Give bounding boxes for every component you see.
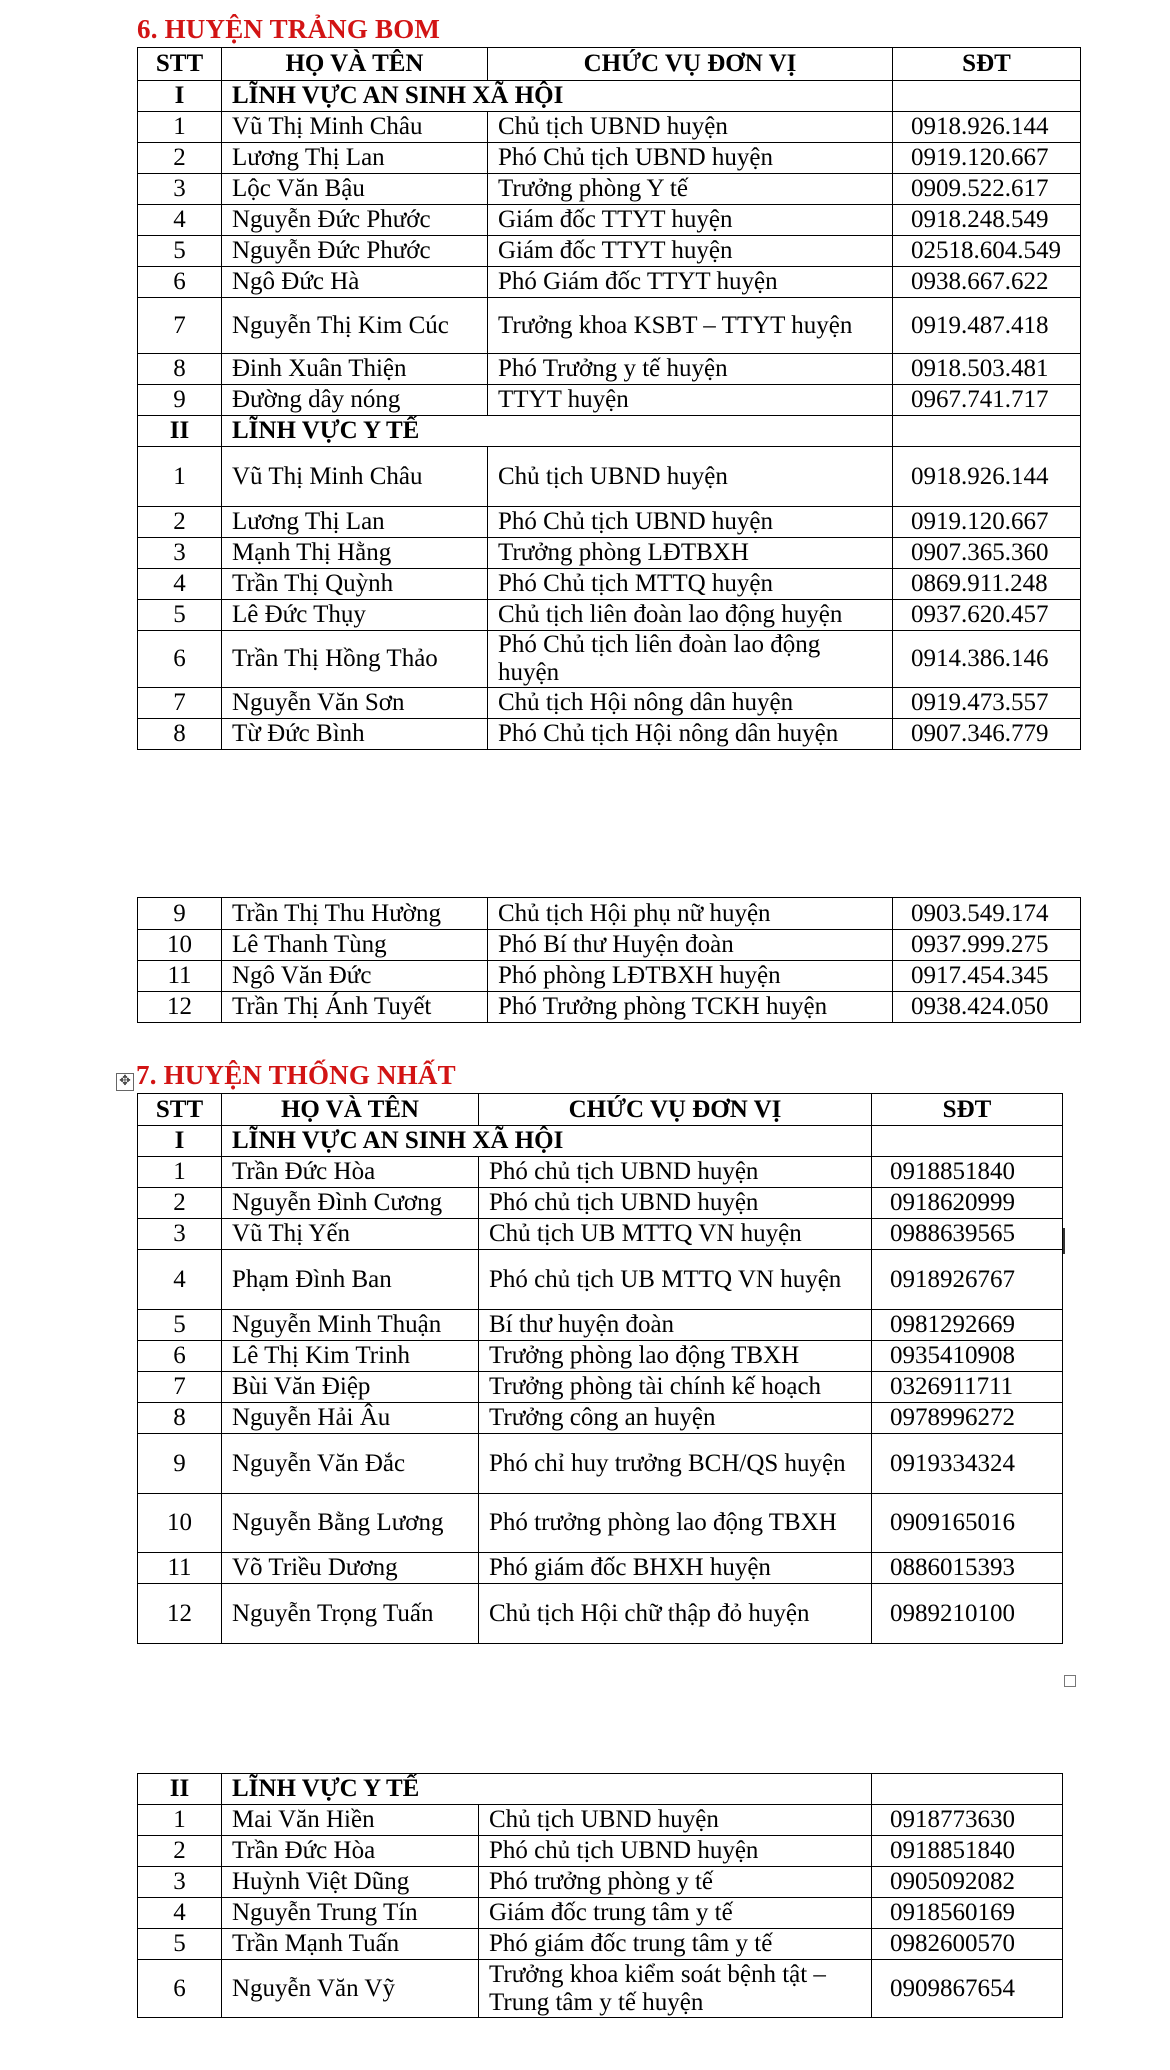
- table-header-row: [138, 48, 1081, 81]
- cell-phone: 0909.522.617: [893, 174, 1081, 205]
- cell-phone: 0907.365.360: [893, 538, 1081, 569]
- cell-phone: 0919.473.557: [893, 688, 1081, 719]
- cell-stt: 9: [138, 898, 222, 930]
- cell-name: Ngô Văn Đức: [222, 961, 488, 992]
- group-label: LĨNH VỰC Y TẾ: [222, 1774, 872, 1805]
- table-row: [138, 1898, 1063, 1929]
- cell-role: Trưởng công an huyện: [479, 1403, 872, 1434]
- group-row: [138, 1126, 1063, 1157]
- table-row: [138, 930, 1081, 961]
- cell-role: Chủ tịch UBND huyện: [479, 1805, 872, 1836]
- cell-phone: 0989210100: [872, 1584, 1063, 1644]
- cell-phone: 0918.503.481: [893, 354, 1081, 385]
- cell-stt: 2: [138, 1188, 222, 1219]
- cell-name: Nguyễn Văn Sơn: [222, 688, 488, 719]
- cell-phone: 0919.120.667: [893, 143, 1081, 174]
- cell-stt: 1: [138, 447, 222, 507]
- cell-name: Nguyễn Hải Âu: [222, 1403, 479, 1434]
- cell-name: Nguyễn Minh Thuận: [222, 1310, 479, 1341]
- header-stt: STT: [138, 48, 222, 81]
- table-row: [138, 447, 1081, 507]
- cell-name: Nguyễn Trọng Tuấn: [222, 1584, 479, 1644]
- cell-stt: 6: [138, 631, 222, 688]
- cell-name: Phạm Đình Ban: [222, 1250, 479, 1310]
- table-row: [138, 992, 1081, 1023]
- cell-role: Giám đốc TTYT huyện: [488, 205, 893, 236]
- cell-role: Trưởng phòng tài chính kế hoạch: [479, 1372, 872, 1403]
- cell-stt: 1: [138, 1805, 222, 1836]
- cell-role: Trưởng khoa kiểm soát bệnh tật – Trung tâm y tế huyện: [479, 1960, 872, 2018]
- table-row: [138, 298, 1081, 354]
- cell-role: Phó Giám đốc TTYT huyện: [488, 267, 893, 298]
- cell-name: Từ Đức Bình: [222, 719, 488, 750]
- cell-phone: 0918851840: [872, 1836, 1063, 1867]
- cell-phone: 0982600570: [872, 1929, 1063, 1960]
- cell-stt: 4: [138, 1898, 222, 1929]
- cell-role: Phó Chủ tịch MTTQ huyện: [488, 569, 893, 600]
- cell-stt: 9: [138, 1434, 222, 1494]
- cell-role: Chủ tịch UBND huyện: [488, 447, 893, 507]
- table-row: [138, 1188, 1063, 1219]
- cell-stt: 6: [138, 1960, 222, 2018]
- cell-phone: 0981292669: [872, 1310, 1063, 1341]
- cell-stt: 5: [138, 600, 222, 631]
- cell-role: Trưởng phòng Y tế: [488, 174, 893, 205]
- cell-role: Phó giám đốc trung tâm y tế: [479, 1929, 872, 1960]
- cell-phone: 0967.741.717: [893, 385, 1081, 416]
- cell-stt: 11: [138, 961, 222, 992]
- cell-stt: 7: [138, 688, 222, 719]
- cell-stt: 10: [138, 930, 222, 961]
- cell-name: Nguyễn Trung Tín: [222, 1898, 479, 1929]
- cell-role: Giám đốc TTYT huyện: [488, 236, 893, 267]
- cell-phone: 0907.346.779: [893, 719, 1081, 750]
- table-row: [138, 507, 1081, 538]
- cell-name: Nguyễn Văn Đắc: [222, 1434, 479, 1494]
- cell-name: Mạnh Thị Hằng: [222, 538, 488, 569]
- cell-phone: 02518.604.549: [893, 236, 1081, 267]
- group-phone-cell: [893, 416, 1081, 447]
- table-row: [138, 1250, 1063, 1310]
- cell-role: Trưởng khoa KSBT – TTYT huyện: [488, 298, 893, 354]
- cell-phone: 0938.424.050: [893, 992, 1081, 1023]
- table-thong-nhat: [137, 1093, 1063, 1644]
- table-row: [138, 236, 1081, 267]
- table-row: [138, 1434, 1063, 1494]
- cell-role: Phó trưởng phòng y tế: [479, 1867, 872, 1898]
- cell-name: Trần Thị Hồng Thảo: [222, 631, 488, 688]
- cell-phone: 0918620999: [872, 1188, 1063, 1219]
- cell-stt: 9: [138, 385, 222, 416]
- cell-phone: 0326911711: [872, 1372, 1063, 1403]
- table-thong-nhat-continued: [137, 1773, 1063, 2018]
- cell-stt: 5: [138, 1310, 222, 1341]
- cell-stt: 1: [138, 112, 222, 143]
- group-number: II: [138, 1774, 222, 1805]
- cell-phone: 0909165016: [872, 1494, 1063, 1553]
- header-phone: SĐT: [893, 48, 1081, 81]
- cell-role: Chủ tịch liên đoàn lao động huyện: [488, 600, 893, 631]
- table-row: [138, 1836, 1063, 1867]
- cell-name: Nguyễn Đức Phước: [222, 205, 488, 236]
- cell-stt: 7: [138, 298, 222, 354]
- cell-role: Phó chủ tịch UB MTTQ VN huyện: [479, 1250, 872, 1310]
- section-6-title: 6. HUYỆN TRẢNG BOM: [137, 14, 441, 44]
- cell-name: Ngô Đức Hà: [222, 267, 488, 298]
- cell-role: Chủ tịch UBND huyện: [488, 112, 893, 143]
- cell-stt: 3: [138, 1219, 222, 1250]
- group-number: II: [138, 416, 222, 447]
- table-row: [138, 1341, 1063, 1372]
- cell-phone: 0919.120.667: [893, 507, 1081, 538]
- table-row: [138, 1219, 1063, 1250]
- table-row: [138, 600, 1081, 631]
- cell-role: Chủ tịch Hội chữ thập đỏ huyện: [479, 1584, 872, 1644]
- cell-stt: 5: [138, 1929, 222, 1960]
- cell-stt: 10: [138, 1494, 222, 1553]
- cell-stt: 8: [138, 354, 222, 385]
- table-row: [138, 1494, 1063, 1553]
- group-label: LĨNH VỰC Y TẾ: [222, 416, 893, 447]
- cell-phone: 0909867654: [872, 1960, 1063, 2018]
- cell-name: Mai Văn Hiền: [222, 1805, 479, 1836]
- cell-name: Lương Thị Lan: [222, 143, 488, 174]
- cell-stt: 3: [138, 1867, 222, 1898]
- cell-phone: 0937.620.457: [893, 600, 1081, 631]
- table-row: [138, 538, 1081, 569]
- cell-phone: 0886015393: [872, 1553, 1063, 1584]
- cell-role: Phó Trưởng y tế huyện: [488, 354, 893, 385]
- cell-stt: 2: [138, 143, 222, 174]
- header-role: CHỨC VỤ ĐƠN VỊ: [488, 48, 893, 81]
- cell-stt: 5: [138, 236, 222, 267]
- section-7-title: 7. HUYỆN THỐNG NHẤT: [136, 1060, 456, 1090]
- cell-role: Phó Chủ tịch UBND huyện: [488, 507, 893, 538]
- group-row: [138, 416, 1081, 447]
- table-row: [138, 1310, 1063, 1341]
- table-row: [138, 1929, 1063, 1960]
- cell-role: Phó Bí thư Huyện đoàn: [488, 930, 893, 961]
- header-phone: SĐT: [872, 1094, 1063, 1126]
- table-row: [138, 143, 1081, 174]
- cell-phone: 0919.487.418: [893, 298, 1081, 354]
- group-row: [138, 81, 1081, 112]
- table-row: [138, 898, 1081, 930]
- cell-phone: 0937.999.275: [893, 930, 1081, 961]
- cell-name: Nguyễn Văn Vỹ: [222, 1960, 479, 2018]
- table-row: [138, 1867, 1063, 1898]
- table-row: [138, 1960, 1063, 2018]
- table-row: [138, 719, 1081, 750]
- cell-name: Huỳnh Việt Dũng: [222, 1867, 479, 1898]
- cell-role: Phó chủ tịch UBND huyện: [479, 1836, 872, 1867]
- cell-phone: 0938.667.622: [893, 267, 1081, 298]
- table-row: [138, 1372, 1063, 1403]
- table-header-row: [138, 1094, 1063, 1126]
- group-phone-cell: [872, 1774, 1063, 1805]
- cell-role: Phó chủ tịch UBND huyện: [479, 1188, 872, 1219]
- header-stt: STT: [138, 1094, 222, 1126]
- text-cursor: [1063, 1228, 1065, 1254]
- cell-stt: 4: [138, 569, 222, 600]
- cell-stt: 6: [138, 267, 222, 298]
- cell-phone: 0988639565: [872, 1219, 1063, 1250]
- cell-role: Chủ tịch Hội nông dân huyện: [488, 688, 893, 719]
- cell-role: Giám đốc trung tâm y tế: [479, 1898, 872, 1929]
- cell-role: Chủ tịch Hội phụ nữ huyện: [488, 898, 893, 930]
- group-number: I: [138, 81, 222, 112]
- table-row: [138, 205, 1081, 236]
- cell-name: Trần Thị Ánh Tuyết: [222, 992, 488, 1023]
- cell-phone: 0918773630: [872, 1805, 1063, 1836]
- cell-stt: 8: [138, 1403, 222, 1434]
- cell-role: Phó chỉ huy trưởng BCH/QS huyện: [479, 1434, 872, 1494]
- table-row: [138, 354, 1081, 385]
- cell-phone: 0903.549.174: [893, 898, 1081, 930]
- table-trang-bom-continued: [137, 897, 1081, 1023]
- table-row: [138, 112, 1081, 143]
- cell-phone: 0917.454.345: [893, 961, 1081, 992]
- header-role: CHỨC VỤ ĐƠN VỊ: [479, 1094, 872, 1126]
- cell-name: Trần Thị Thu Hường: [222, 898, 488, 930]
- table-row: [138, 569, 1081, 600]
- cell-role: Phó Chủ tịch Hội nông dân huyện: [488, 719, 893, 750]
- cell-name: Trần Đức Hòa: [222, 1157, 479, 1188]
- cell-name: Nguyễn Thị Kim Cúc: [222, 298, 488, 354]
- cell-phone: 0914.386.146: [893, 631, 1081, 688]
- cell-role: Phó Trưởng phòng TCKH huyện: [488, 992, 893, 1023]
- cell-name: Lộc Văn Bậu: [222, 174, 488, 205]
- cell-name: Đinh Xuân Thiện: [222, 354, 488, 385]
- cell-stt: 12: [138, 1584, 222, 1644]
- table-row: [138, 688, 1081, 719]
- cell-phone: 0935410908: [872, 1341, 1063, 1372]
- table-row: [138, 1553, 1063, 1584]
- cell-stt: 3: [138, 538, 222, 569]
- cell-phone: 0919334324: [872, 1434, 1063, 1494]
- cell-role: Chủ tịch UB MTTQ VN huyện: [479, 1219, 872, 1250]
- table-row: [138, 385, 1081, 416]
- cell-stt: 6: [138, 1341, 222, 1372]
- cell-name: Trần Đức Hòa: [222, 1836, 479, 1867]
- cell-phone: 0918560169: [872, 1898, 1063, 1929]
- table-trang-bom: [137, 47, 1081, 750]
- cell-role: Phó Chủ tịch liên đoàn lao động huyện: [488, 631, 893, 688]
- cell-name: Nguyễn Bằng Lương: [222, 1494, 479, 1553]
- cell-name: Đường dây nóng: [222, 385, 488, 416]
- cell-stt: 1: [138, 1157, 222, 1188]
- cell-name: Trần Mạnh Tuấn: [222, 1929, 479, 1960]
- cell-name: Nguyễn Đức Phước: [222, 236, 488, 267]
- cell-phone: 0869.911.248: [893, 569, 1081, 600]
- group-phone-cell: [872, 1126, 1063, 1157]
- cell-role: Bí thư huyện đoàn: [479, 1310, 872, 1341]
- cell-stt: 4: [138, 1250, 222, 1310]
- cell-stt: 2: [138, 1836, 222, 1867]
- table-row: [138, 174, 1081, 205]
- cell-stt: 4: [138, 205, 222, 236]
- cell-role: TTYT huyện: [488, 385, 893, 416]
- cell-phone: 0978996272: [872, 1403, 1063, 1434]
- cell-role: Trưởng phòng LĐTBXH: [488, 538, 893, 569]
- table-row: [138, 1157, 1063, 1188]
- header-name: HỌ VÀ TÊN: [222, 48, 488, 81]
- cell-stt: 3: [138, 174, 222, 205]
- group-label: LĨNH VỰC AN SINH XÃ HỘI: [222, 1126, 872, 1157]
- table-row: [138, 631, 1081, 688]
- cell-stt: 11: [138, 1553, 222, 1584]
- cell-stt: 12: [138, 992, 222, 1023]
- group-row: [138, 1774, 1063, 1805]
- cell-phone: 0918.248.549: [893, 205, 1081, 236]
- group-phone-cell: [893, 81, 1081, 112]
- cell-name: Lê Đức Thụy: [222, 600, 488, 631]
- cell-role: Phó phòng LĐTBXH huyện: [488, 961, 893, 992]
- cell-name: Vũ Thị Yến: [222, 1219, 479, 1250]
- group-label: LĨNH VỰC AN SINH XÃ HỘI: [222, 81, 893, 112]
- header-name: HỌ VÀ TÊN: [222, 1094, 479, 1126]
- cell-stt: 8: [138, 719, 222, 750]
- cell-name: Trần Thị Quỳnh: [222, 569, 488, 600]
- cell-role: Phó chủ tịch UBND huyện: [479, 1157, 872, 1188]
- cell-phone: 0918.926.144: [893, 447, 1081, 507]
- cell-name: Lê Thanh Tùng: [222, 930, 488, 961]
- table-resize-handle[interactable]: [1064, 1675, 1076, 1687]
- table-row: [138, 1805, 1063, 1836]
- cell-stt: 2: [138, 507, 222, 538]
- cell-role: Trưởng phòng lao động TBXH: [479, 1341, 872, 1372]
- group-number: I: [138, 1126, 222, 1157]
- cell-role: Phó trưởng phòng lao động TBXH: [479, 1494, 872, 1553]
- table-row: [138, 961, 1081, 992]
- cell-name: Nguyễn Đình Cương: [222, 1188, 479, 1219]
- cell-name: Vũ Thị Minh Châu: [222, 112, 488, 143]
- cell-phone: 0918.926.144: [893, 112, 1081, 143]
- cell-name: Lương Thị Lan: [222, 507, 488, 538]
- cell-name: Vũ Thị Minh Châu: [222, 447, 488, 507]
- cell-phone: 0918926767: [872, 1250, 1063, 1310]
- cell-role: Phó Chủ tịch UBND huyện: [488, 143, 893, 174]
- cell-phone: 0905092082: [872, 1867, 1063, 1898]
- table-row: [138, 1584, 1063, 1644]
- cell-name: Lê Thị Kim Trinh: [222, 1341, 479, 1372]
- table-row: [138, 1403, 1063, 1434]
- cell-role: Phó giám đốc BHXH huyện: [479, 1553, 872, 1584]
- table-row: [138, 267, 1081, 298]
- cell-name: Bùi Văn Điệp: [222, 1372, 479, 1403]
- cell-stt: 7: [138, 1372, 222, 1403]
- cell-name: Võ Triều Dương: [222, 1553, 479, 1584]
- cell-phone: 0918851840: [872, 1157, 1063, 1188]
- move-handle-icon[interactable]: ✥: [116, 1073, 134, 1091]
